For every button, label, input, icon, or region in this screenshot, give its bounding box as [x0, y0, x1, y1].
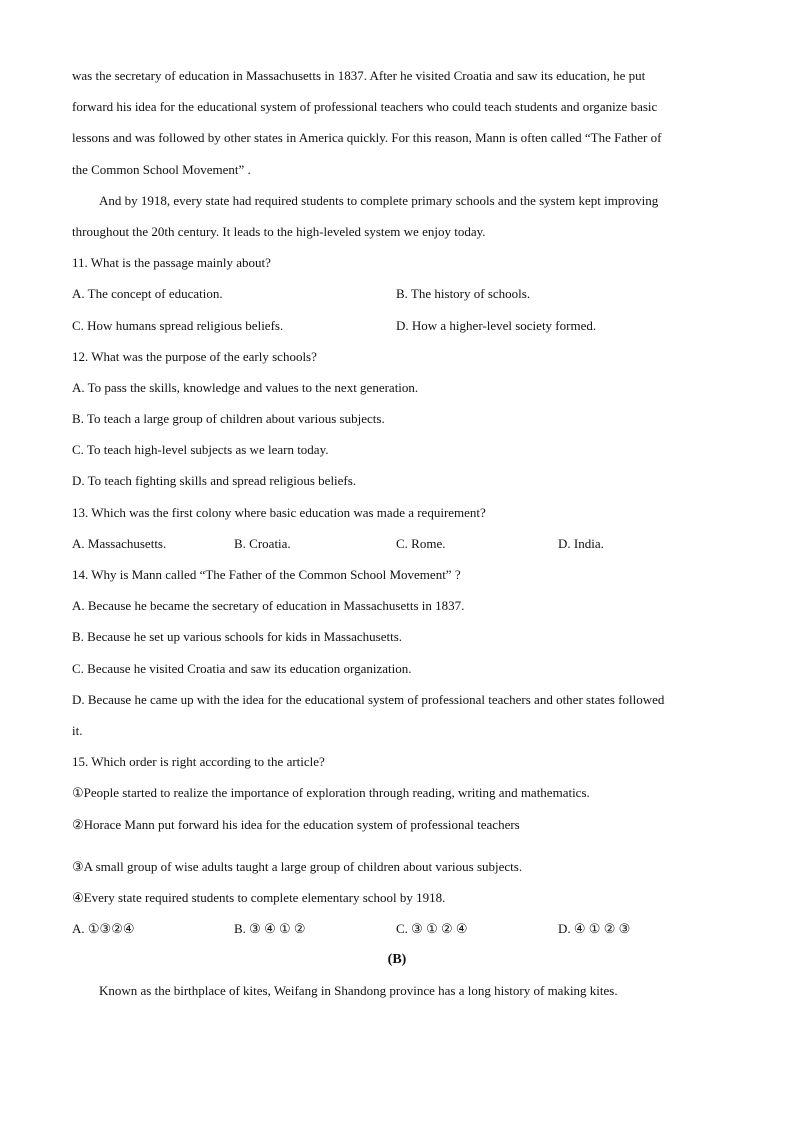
question-13-options: [72, 528, 722, 559]
section-b-first-line: Known as the birthplace of kites, Weifang in Shandong province has a long history of making kites.: [99, 983, 618, 999]
question-15-options: [72, 913, 722, 944]
question-15-stem: 15. Which order is right according to the article?: [72, 754, 325, 770]
question-14-option-a: A. Because he became the secretary of education in Massachusetts in 1837.: [72, 598, 465, 614]
question-15-option-b: B. ③ ④ ① ②: [234, 921, 306, 937]
passage-a-line-3: lessons and was followed by other states in America quickly. For this reason, Mann is often called “The Father of: [72, 130, 662, 146]
passage-a-line-4: the Common School Movement” .: [72, 161, 251, 177]
question-14-option-d: D. Because he came up with the idea for the educational system of professional teachers and other states followed: [72, 691, 665, 707]
question-11-option-d: D. How a higher-level society formed.: [396, 317, 597, 333]
passage-a-para2-line-1: And by 1918, every state had required students to complete primary schools and the system kept improving: [99, 192, 659, 208]
question-15-event-1: ①People started to realize the importance of exploration through reading, writing and mathematics.: [72, 785, 590, 801]
question-13-stem: 13. Which was the first colony where basic education was made a requirement?: [72, 504, 486, 520]
question-12-option-d: D. To teach fighting skills and spread religious beliefs.: [72, 473, 357, 489]
question-11-option-b: B. The history of schools.: [396, 286, 531, 302]
question-11-options-row-1: [72, 278, 722, 309]
exam-page: [72, 60, 722, 1007]
question-13-option-d: D. India.: [558, 535, 604, 551]
question-13-option-b: B. Croatia.: [234, 535, 291, 551]
question-13-option-c: C. Rome.: [396, 535, 446, 551]
question-11-option-c: C. How humans spread religious beliefs.: [72, 317, 284, 333]
question-14-option-b: B. Because he set up various schools for kids in Massachusetts.: [72, 629, 403, 645]
question-14-option-c: C. Because he visited Croatia and saw its education organization.: [72, 660, 412, 676]
question-14-stem: 14. Why is Mann called “The Father of the Common School Movement” ?: [72, 567, 461, 582]
question-12-option-b: B. To teach a large group of children about various subjects.: [72, 411, 385, 427]
question-15-option-d: D. ④ ① ② ③: [558, 921, 631, 937]
question-12-stem: 12. What was the purpose of the early schools?: [72, 348, 317, 364]
question-12-option-a: A. To pass the skills, knowledge and values to the next generation.: [72, 379, 419, 395]
question-15-event-3: ③A small group of wise adults taught a large group of children about various subjects.: [72, 858, 523, 874]
passage-a-line-2: forward his idea for the educational system of professional teachers who could teach students and organize basic: [72, 99, 658, 115]
passage-a-line-1: was the secretary of education in Massachusetts in 1837. After he visited Croatia and saw its education, he put: [72, 68, 646, 83]
question-15-event-2: ②Horace Mann put forward his idea for the education system of professional teachers: [72, 816, 520, 832]
passage-a-para2-line-2: throughout the 20th century. It leads to the high-leveled system we enjoy today.: [72, 223, 486, 239]
spacer: [72, 840, 722, 851]
section-b-heading: (B): [387, 952, 407, 968]
question-12-option-c: C. To teach high-level subjects as we learn today.: [72, 442, 329, 458]
question-15-event-4: ④Every state required students to complete elementary school by 1918.: [72, 889, 446, 905]
question-14-option-d-continued: it.: [72, 722, 83, 738]
question-13-option-a: A. Massachusetts.: [72, 535, 167, 551]
question-15-option-a: A. ①③②④: [72, 921, 135, 937]
question-15-option-c: C. ③ ① ② ④: [396, 921, 468, 937]
question-11-option-a: A. The concept of education.: [72, 286, 223, 302]
question-11-options-row-2: [72, 310, 722, 341]
question-11-stem: 11. What is the passage mainly about?: [72, 255, 271, 271]
